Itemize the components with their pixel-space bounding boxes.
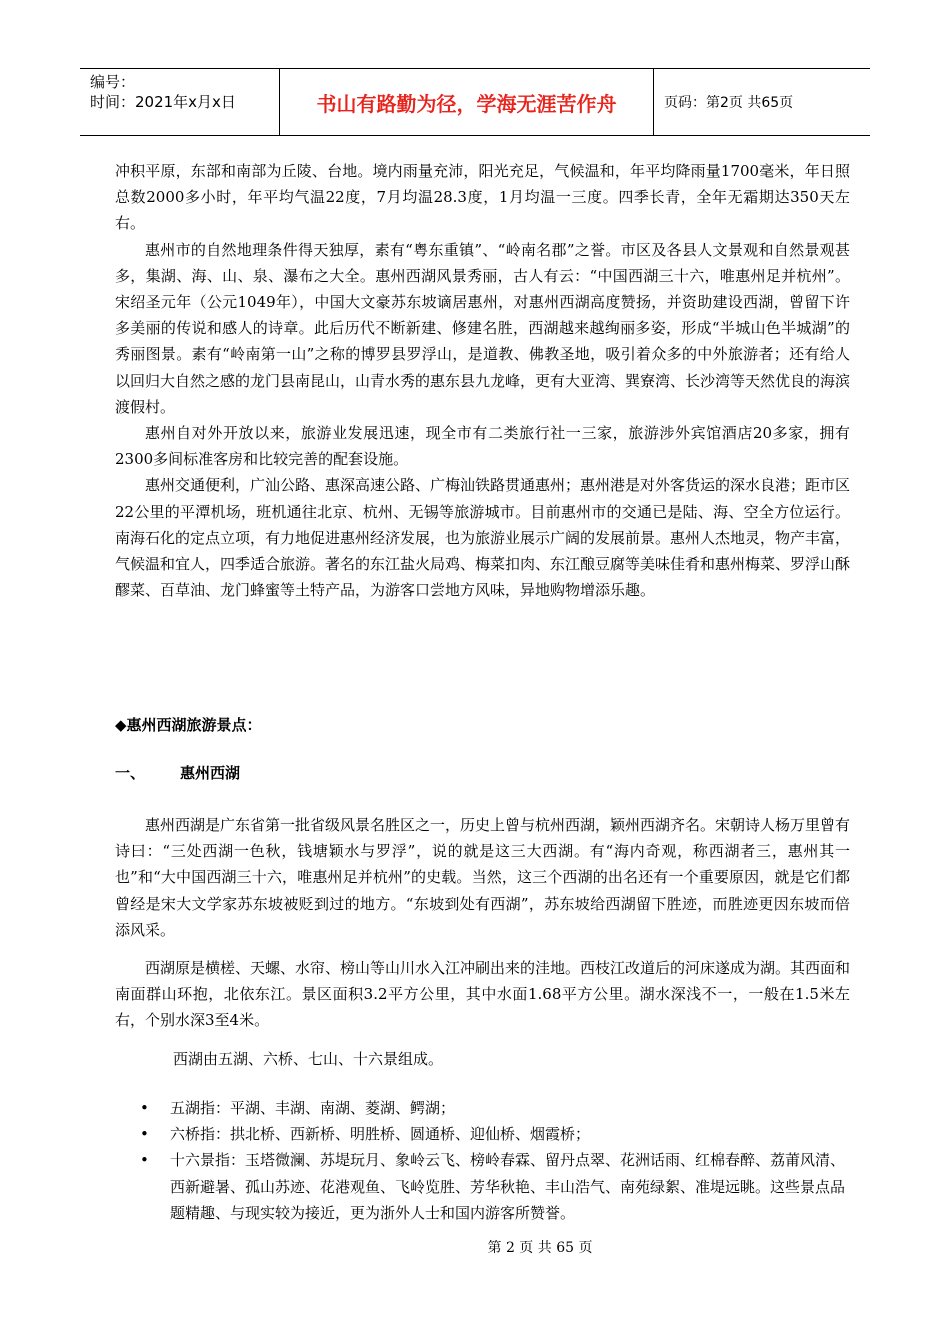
- intro-section: [115, 158, 850, 603]
- page-header: [80, 68, 870, 136]
- page-footer: 第 2 页 共 65 页: [487, 1240, 593, 1256]
- list-item: • 十六景指：玉塔微澜、苏堤玩月、象岭云飞、榜岭春霖、留丹点翠、花洲话雨、红棉春醉、荔莆风清、西新避暑、孤山苏迹、花港观鱼、飞岭览胜、芳华秋艳、丰山浩气、南苑绿絮、准堤远眺。这些景点品题精趣、与现实较为接近，更为浙外人士和国内游客所赞誉。: [140, 1147, 850, 1226]
- section-title: ◆惠州西湖旅游景点：: [115, 716, 262, 734]
- list-item: • 五湖指：平湖、丰湖、南湖、菱湖、鳄湖；: [140, 1095, 850, 1121]
- intro-paragraph: 惠州自对外开放以来，旅游业发展迅速，现全市有二类旅行社一三家，旅游涉外宾馆酒店20多家，拥有2300多间标准客房和比较完善的配套设施。: [115, 424, 850, 469]
- header-meta: [80, 69, 280, 135]
- scenic-list: [140, 1095, 850, 1226]
- doc-number-label: 编号：: [90, 73, 136, 91]
- subsection-title: 惠州西湖: [180, 764, 241, 782]
- header-page-info: 页码：第2页 共65页: [664, 95, 794, 111]
- west-lake-paragraph: 惠州西湖是广东省第一批省级风景名胜区之一，历史上曾与杭州西湖，颖州西湖齐名。宋朝诗人杨万里曾有诗曰：“三处西湖一色秋，钱塘颖水与罗浮”，说的就是这三大西湖。有“海内奇观，称西湖者三，惠州其一也”和“大中国西湖三十六，唯惠州足并杭州”的史载。当然，这三个西湖的出名还有一个重要原因，就是它们都曾经是宋大文学家苏东坡被贬到过的地方。“东坡到处有西湖”，苏东坡给西湖留下胜迹，而胜迹更因东坡而倍添风采。: [115, 816, 851, 939]
- bullet-icon: •: [140, 1151, 149, 1170]
- subsection-number: 一、: [115, 764, 146, 782]
- west-lake-para-3: [173, 1046, 850, 1072]
- intro-paragraph: 惠州市的自然地理条件得天独厚，素有“粤东重镇”、“岭南名郡”之誉。市区及各县人文景观和自然景观甚多，集湖、海、山、泉、瀑布之大全。惠州西湖风景秀丽，古人有云：“中国西湖三十六，唯惠州足并杭州”。宋绍圣元年（公元1049年），中国大文豪苏东坡谪居惠州，对惠州西湖高度赞扬，并资助建设西湖，曾留下许多美丽的传说和感人的诗章。此后历代不断新建、修建名胜，西湖越来越绚丽多姿，形成“半城山色半城湖”的秀丽图景。素有“岭南第一山”之称的博罗县罗浮山，是道教、佛教圣地，吸引着众多的中外旅游者；还有给人以回归大自然之感的龙门县南昆山，山青水秀的惠东县九龙峰，更有大亚湾、巽寮湾、长沙湾等天然优良的海滨渡假村。: [115, 240, 851, 416]
- list-item: • 六桥指：拱北桥、西新桥、明胜桥、圆通桥、迎仙桥、烟霞桥；: [140, 1121, 850, 1147]
- west-lake-paragraph: 西湖由五湖、六桥、七山、十六景组成。: [173, 1050, 444, 1068]
- west-lake-para-1: [115, 812, 850, 943]
- intro-paragraph: 冲积平原，东部和南部为丘陵、台地。境内雨量充沛，阳光充足，气候温和，年平均降雨量1700毫米，年日照总数2000多小时，年平均气温22度，7月均温28.3度，1月均温一三度。四季长青，全年无霜期达350天左右。: [115, 162, 850, 233]
- bullet-icon: •: [140, 1099, 149, 1117]
- intro-paragraph: 惠州交通便利，广汕公路、惠深高速公路、广梅汕铁路贯通惠州；惠州港是对外客货运的深水良港；距市区22公里的平潭机场，班机通往北京、杭州、无锡等旅游城市。目前惠州市的交通已是陆、海、空全方位运行。南海石化的定点立项，有力地促进惠州经济发展，也为旅游业展示广阔的发展前景。惠州人杰地灵，物产丰富，气候温和宜人，四季适合旅游。著名的东江盐火局鸡、梅菜扣肉、东江酿豆腐等美味佳肴和惠州梅菜、罗浮山酥醪菜、百草油、龙门蜂蜜等土特产品，为游客口尝地方风味，异地购物增添乐趣。: [115, 476, 851, 600]
- west-lake-para-2: [115, 955, 850, 1034]
- header-motto: 书山有路勤为径，学海无涯苦作舟: [280, 69, 654, 135]
- bullet-icon: •: [140, 1125, 149, 1144]
- doc-date-label: 时间：2021年x月x日: [90, 93, 236, 111]
- west-lake-paragraph: 西湖原是横槎、天螺、水帘、榜山等山川水入江冲刷出来的洼地。西枝江改道后的河床遂成为湖。其西面和南面群山环抱，北依东江。景区面积3.2平方公里，其中水面1.68平方公里。湖水深浅不一，一般在1.5米左右，个别水深3至4米。: [115, 959, 851, 1030]
